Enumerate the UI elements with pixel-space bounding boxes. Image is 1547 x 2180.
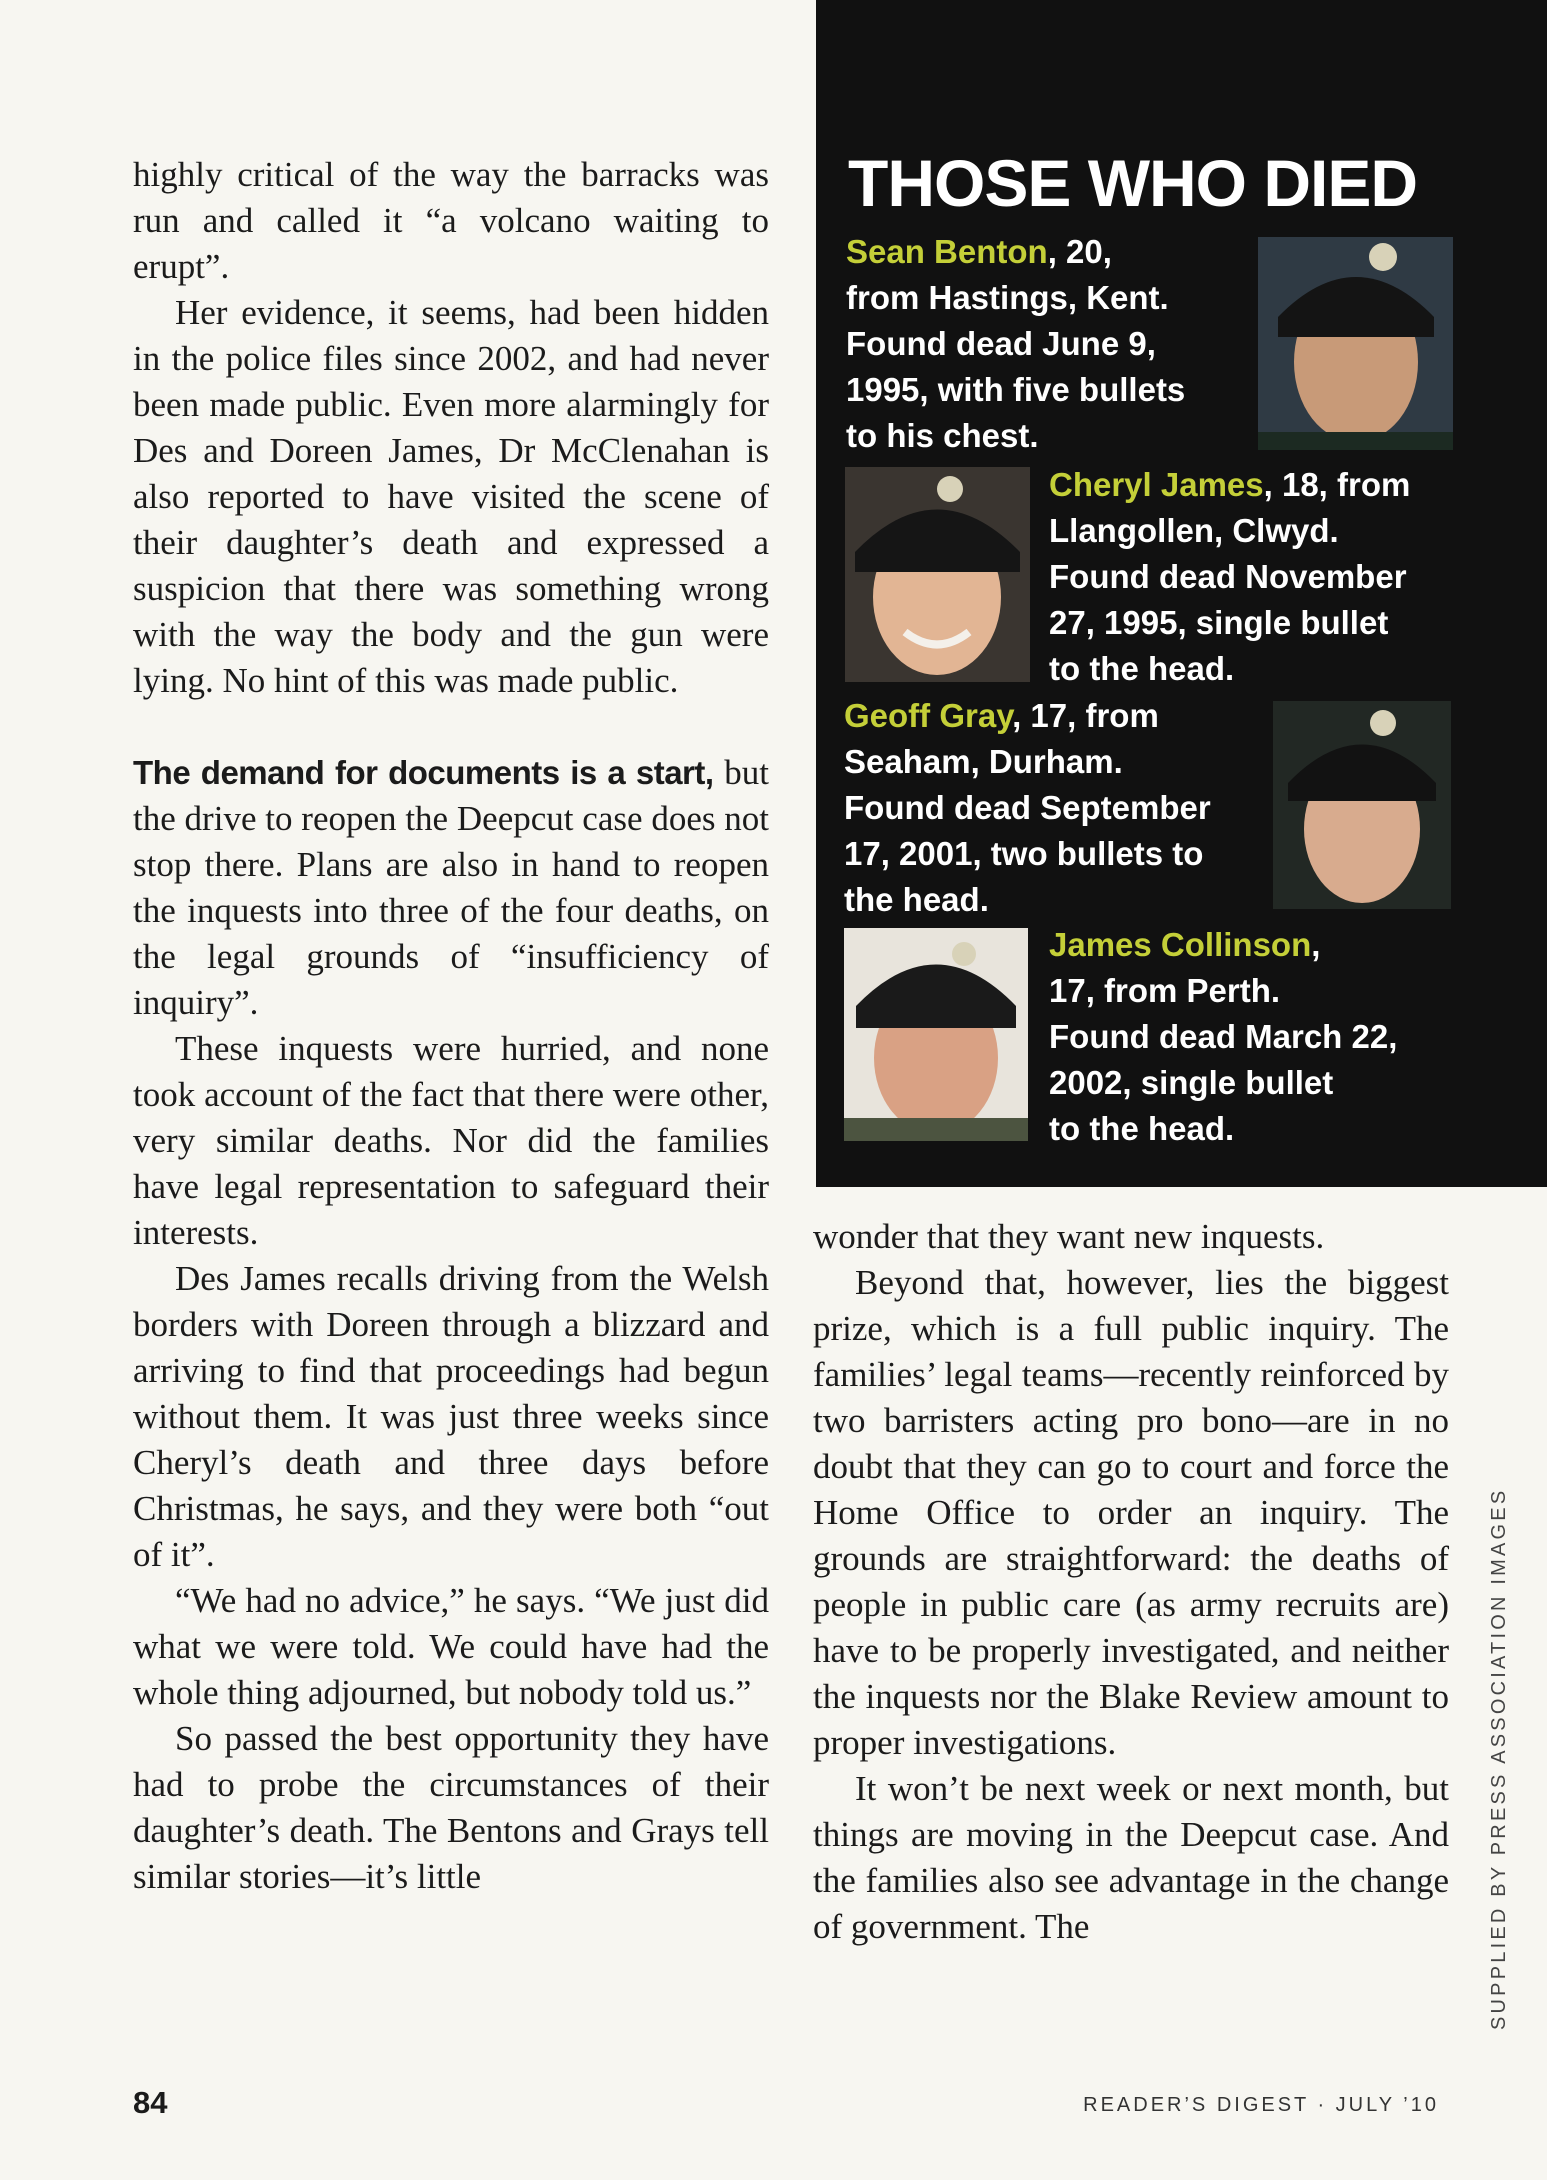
photo-credit: SUPPLIED BY PRESS ASSOCIATION IMAGES — [1488, 1487, 1510, 2030]
entry-james-collinson — [1049, 922, 1397, 1152]
entry-name: Sean Benton — [846, 233, 1048, 270]
sidebar-title: THOSE WHO DIED — [848, 146, 1418, 220]
entry-line: Seaham, Durham. — [844, 743, 1123, 780]
paragraph-2: Her evidence, it seems, had been hidden in the police files since 2002, and had never been made public. Even more alarmingly for Des and Doreen James, Dr McClenahan is also reported to have visited the scene of their daughter’s death and expressed a suspicion that there was something wrong with the way the body and the gun were lying. No hint of this was made public. — [133, 293, 769, 700]
entry-line: , — [1311, 926, 1321, 963]
entry-line: 27, 1995, single bullet — [1049, 604, 1389, 641]
entry-line: , 18, from — [1263, 466, 1411, 503]
entry-line: , 20, — [1047, 233, 1112, 270]
entry-line: Found dead March 22, — [1049, 1018, 1398, 1055]
portrait-photo-sean-benton — [1258, 237, 1453, 450]
page-number: 84 — [133, 2085, 168, 2120]
entry-sean-benton — [846, 229, 1185, 459]
portrait-photo-cheryl-james — [845, 467, 1030, 682]
entry-line: 17, 2001, two bullets to — [844, 835, 1204, 872]
entry-line: to the head. — [1049, 650, 1235, 687]
publication-footer: READER’S DIGEST · JULY ’10 — [1083, 2094, 1439, 2116]
paragraph-6: “We had no advice,” he says. “We just did what we were told. We could have had the whole thing adjourned, but nobody told us.” — [133, 1581, 769, 1712]
entry-line: 2002, single bullet — [1049, 1064, 1334, 1101]
entry-line: , 17, from — [1012, 697, 1159, 734]
paragraph-1: highly critical of the way the barracks was run and called it “a volcano waiting to erupt”. — [133, 155, 769, 286]
entry-line: the head. — [844, 881, 989, 918]
paragraph-9: Beyond that, however, lies the biggest prize, which is a full public inquiry. The families’ legal teams—recently reinforced by two barristers acting pro bono—are in no doubt that they can go to court and force the Home Office to order an inquiry. The grounds are straightforward: the deaths of people in public care (as army recruits are) have to be properly investigated, and neither the inquests nor the Blake Review amount to proper investigations. — [813, 1263, 1449, 1762]
paragraph-3-body: but the drive to reopen the Deepcut case does not stop there. Plans are also in hand to reopen the inquests into three of the four deaths, on the legal grounds of “insufficiency of inquiry”. — [133, 753, 769, 1022]
entry-geoff-gray — [844, 693, 1211, 923]
paragraph-8: wonder that they want new inquests. — [813, 1217, 1325, 1256]
portrait-photo-geoff-gray — [1273, 701, 1451, 909]
entry-name: Geoff Gray — [844, 697, 1013, 734]
portrait-photo-james-collinson — [844, 928, 1028, 1141]
entry-line: Found dead September — [844, 789, 1211, 826]
entry-line: 1995, with five bullets — [846, 371, 1186, 408]
paragraph-10: It won’t be next week or next month, but things are moving in the Deepcut case. And the families also see advantage in the change of government. The — [813, 1769, 1449, 1946]
entry-line: Llangollen, Clwyd. — [1049, 512, 1339, 549]
right-column — [813, 1214, 1449, 1950]
entry-line: from Hastings, Kent. — [846, 279, 1169, 316]
entry-line: 17, from Perth. — [1049, 972, 1281, 1009]
paragraph-3 — [133, 750, 769, 1026]
paragraph-5: Des James recalls driving from the Welsh borders with Doreen through a blizzard and arriving to find that proceedings had begun without them. It was just three weeks since Cheryl’s death and three days before Christmas, he says, and they were both “out of it”. — [133, 1259, 769, 1574]
sidebar-those-who-died — [816, 0, 1547, 1187]
left-column — [133, 152, 769, 1900]
entry-line: Found dead June 9, — [846, 325, 1156, 362]
entry-cheryl-james — [1049, 462, 1410, 692]
paragraph-lead-in: The demand for documents is a start, — [133, 754, 714, 791]
entry-name: Cheryl James — [1049, 466, 1264, 503]
entry-line: to his chest. — [846, 417, 1039, 454]
paragraph-7: So passed the best opportunity they have had to probe the circumstances of their daughter’s death. The Bentons and Grays tell similar stories—it’s little — [133, 1719, 769, 1896]
paragraph-4: These inquests were hurried, and none took account of the fact that there were other, very similar deaths. Nor did the families have legal representation to safeguard their interests. — [133, 1029, 769, 1252]
entry-line: Found dead November — [1049, 558, 1407, 595]
entry-line: to the head. — [1049, 1110, 1235, 1147]
entry-name: James Collinson — [1049, 926, 1312, 963]
